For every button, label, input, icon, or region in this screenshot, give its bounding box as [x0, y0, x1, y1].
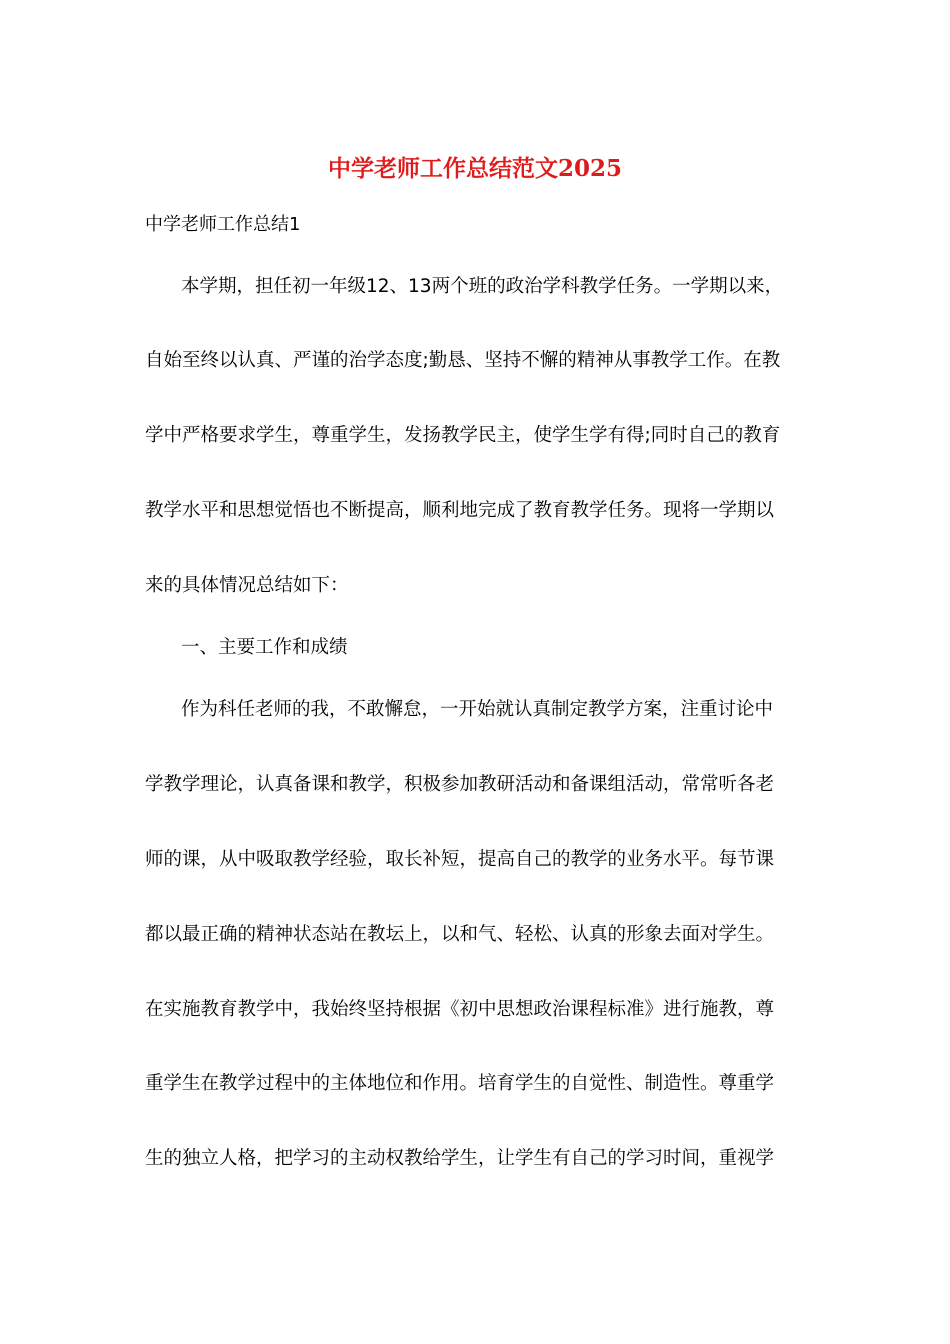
- paragraph-line: 作为科任老师的我，不敢懈怠，一开始就认真制定教学方案，注重讨论中: [181, 699, 774, 720]
- section-heading: 一、主要工作和成绩: [181, 637, 348, 658]
- paragraph-line: 师的课，从中吸取教学经验，取长补短，提高自己的教学的业务水平。每节课: [145, 849, 775, 870]
- paragraph-line: 生的独立人格，把学习的主动权教给学生，让学生有自己的学习时间，重视学: [145, 1148, 775, 1169]
- paragraph-line: 重学生在教学过程中的主体地位和作用。培育学生的自觉性、制造性。尊重学: [145, 1073, 775, 1094]
- paragraph-line: 都以最正确的精神状态站在教坛上，以和气、轻松、认真的形象去面对学生。: [145, 924, 775, 945]
- paragraph-line: 本学期，担任初一年级12、13两个班的政治学科教学任务。一学期以来，: [181, 276, 784, 297]
- paragraph-line: 学中严格要求学生，尊重学生，发扬教学民主，使学生学有得;同时自己的教育: [145, 425, 781, 446]
- paragraph-line: 教学水平和思想觉悟也不断提高，顺利地完成了教育教学任务。现将一学期以: [145, 500, 775, 521]
- paragraph-line: 在实施教育教学中，我始终坚持根据《初中思想政治课程标准》进行施教，尊: [145, 999, 775, 1020]
- paragraph-line: 来的具体情况总结如下：: [145, 575, 349, 596]
- document-title: 中学老师工作总结范文2025: [327, 155, 622, 182]
- paragraph-line: 自始至终以认真、严谨的治学态度;勤恳、坚持不懈的精神从事教学工作。在教: [145, 350, 781, 371]
- paragraph-line: 学教学理论，认真备课和教学，积极参加教研活动和备课组活动，常常听各老: [145, 774, 775, 795]
- section-subtitle: 中学老师工作总结1: [145, 214, 301, 235]
